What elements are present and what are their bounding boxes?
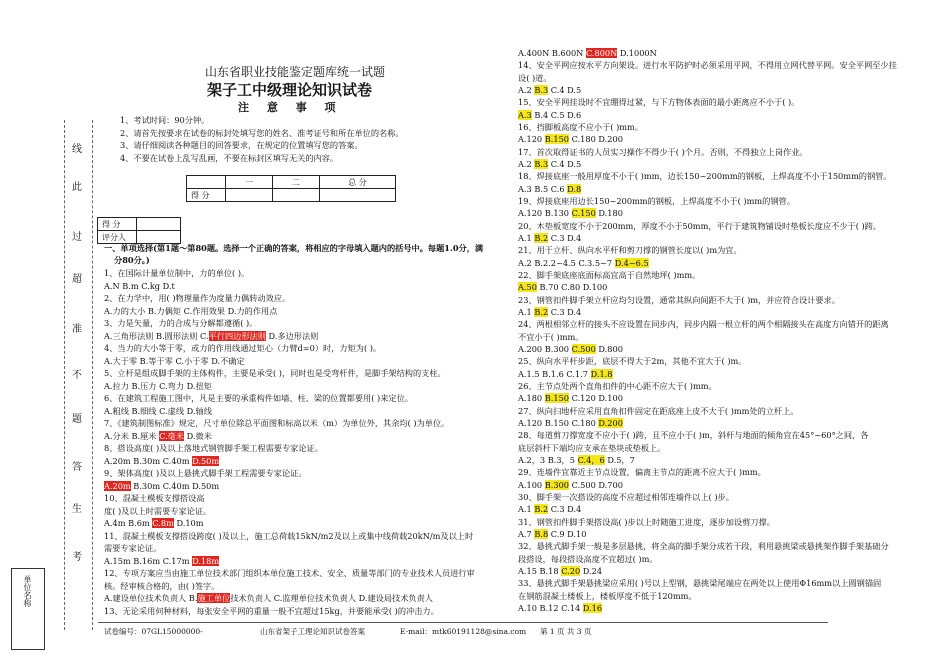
answer-highlight: D.18m [192, 555, 220, 566]
answer-highlight: C.8m [152, 518, 174, 528]
question-text: 16、挡脚板高度不应小于( )mm。 [518, 121, 643, 132]
notice-heading: 注 意 事 项 [238, 101, 336, 114]
answer-highlight: C.20 [561, 565, 581, 576]
grader-table [97, 217, 181, 244]
question-text: 21、用于立杆、纵向水平杆和剪刀撑的钢管长度以( )m为宜。 [518, 245, 742, 256]
question-text: B.30m C.40m D.50m [130, 480, 220, 491]
answer-highlight: B.2 [534, 306, 549, 317]
left-q-line [104, 606, 439, 616]
left-q-line [104, 531, 473, 541]
left-q-line [104, 493, 204, 503]
section-instructions: 一、单项选择(第1题～第80题。选择一个正确的答案，将相应的字母填入题内的括号中。每题1.0分，满 [104, 243, 484, 253]
answer-highlight: D.8 [567, 183, 582, 194]
footer-rule [98, 622, 828, 623]
score-row-label: 得 分 [187, 189, 226, 202]
question-text: A.粗线 B.细线 C.虚线 D.轴线 [104, 405, 212, 416]
right-q-line [518, 591, 697, 601]
question-text: 5、立杆是组成脚手架的主体构件，主要是承受( )，同时也是受弯杆件，是脚手架结构的支柱。 [104, 368, 446, 378]
answer-highlight: B.2 [534, 504, 549, 515]
left-q-line [104, 518, 204, 528]
unit-name-label: 单位名称 [23, 575, 32, 607]
question-text: 度( )及以上时需要专家论证。 [104, 505, 212, 516]
binding-side-char: 不 [72, 370, 82, 381]
section-instructions-cont: 分80分。) [114, 255, 150, 265]
answer-highlight: B.150 [544, 393, 569, 404]
left-q-line [104, 368, 446, 378]
binding-line [92, 120, 93, 630]
binding-side-char: 线 [72, 144, 82, 155]
answer-highlight: B.3 [534, 84, 549, 95]
question-text: 25、纵向水平杆步距，底层不得大于2m，其他不宜大于( )m。 [518, 356, 747, 367]
right-q-line [518, 110, 581, 120]
grader-name-label: 评分人 [98, 231, 137, 244]
answer-highlight: D.16 [582, 602, 603, 613]
question-text: C.180 D.200 [569, 134, 623, 145]
question-text: C.120 D.100 [569, 393, 623, 404]
question-text: 1、在国际计量单位制中，力的单位( )。 [104, 268, 250, 278]
left-q-line [104, 593, 433, 603]
paper-title: 架子工中级理论知识试卷 [207, 81, 373, 99]
grader-score-label: 得 分 [98, 218, 137, 231]
question-text: C.500 D.700 [569, 479, 623, 490]
exam-title: 山东省职业技能鉴定题库统一试题 [205, 65, 386, 79]
question-text: C.3 D.4 [548, 306, 582, 317]
question-text: 4、当力的大小等于零，或力的作用线通过矩心（力臂d=0）时，力矩为( )。 [104, 343, 382, 353]
question-text: A.2 [518, 84, 535, 95]
right-q-line [518, 270, 700, 280]
question-text: A.20m B.30m C.40m [104, 455, 193, 466]
footer-code: 试卷编号：07GL15000000- [104, 627, 203, 636]
question-text: 23、钢管扣件脚手架立杆应均匀设置，通常其纵向间距不大于( )m，并应符合设计要求。 [518, 294, 840, 305]
answer-highlight: D.50m [192, 455, 220, 466]
question-text: 14、安全平网应按水平方向架设。进行水平防护时必须采用平网，不得用立网代替平网。安全平网至少挂 [518, 60, 897, 71]
question-text: 底层斜杆下端均应支承在垫块或垫板上。 [518, 442, 666, 453]
notice-item: 4、不要在试卷上乱写乱画，不要在标封区填写无关的内容。 [120, 152, 339, 163]
right-q-line [518, 319, 889, 329]
question-text: 22、脚手架底座底面标高宜高于自然地坪( )mm。 [518, 269, 701, 280]
left-q-line [104, 556, 219, 566]
question-text: A.4m B.6m [104, 518, 153, 528]
question-text: 27、纵向扫地杆应采用直角扣件固定在距底座上皮不大于( )mm处的立杆上。 [518, 405, 799, 416]
left-q-line [104, 431, 212, 441]
right-q-line [518, 480, 623, 490]
left-q-line [104, 506, 211, 516]
question-text: A.1 [518, 306, 535, 317]
question-text: 2、在力学中，用( )物理量作为度量力偶转动效应。 [104, 293, 291, 303]
question-text: 18、焊接底座一般用厚度不小于( )mm，边长150~200mm的钢板，上焊高度不小于150mm的钢管。 [518, 171, 892, 182]
question-text: 31、钢管扣件脚手架搭设高( )步以上时随施工进度，逐步加设剪刀撑。 [518, 516, 775, 527]
question-text: C.3 D.4 [548, 504, 582, 515]
question-text: A.N B.m C.kg D.t [104, 280, 175, 291]
question-text: 9、架体高度( )及以上悬挑式脚手架工程需要专家论证。 [104, 468, 307, 478]
binding-side-char: 此 [72, 182, 82, 193]
notice-item: 2、请首先按要求在试卷的标封处填写您的姓名、准考证号和所在单位的名称。 [120, 127, 404, 138]
answer-highlight: C.800N [585, 48, 618, 58]
question-text: A.400N B.600N [518, 48, 586, 58]
question-text: A.100 [518, 479, 545, 490]
question-text: A.3 B.5 C.6 [518, 183, 568, 194]
left-q-line [104, 268, 249, 278]
question-text: B.70 C.80 D.100 [536, 282, 608, 293]
question-text: A.10 B.12 C.14 [518, 602, 583, 613]
left-q-line [104, 543, 161, 553]
question-text: 设( )道。 [518, 72, 552, 83]
question-text: A.120 [518, 134, 545, 145]
question-text: 33、悬挑式脚手架悬挑梁应采用( )号以上型钢，悬挑梁尾端应在两处以上使用Φ16mm以上圆钢锚固 [518, 578, 882, 589]
question-text: D.180 [595, 208, 623, 219]
question-text: 12、专项方案应当由施工单位技术部门组织本单位施工技术、安全、质量等部门的专业技术人员进行审 [104, 568, 475, 578]
question-text: A.力的大小 B.力偶矩 C.作用效果 D.力的作用点 [104, 305, 278, 316]
answer-highlight: C.150 [571, 208, 596, 219]
question-text: 26、主节点处两个直角扣件的中心距不应大于( )mm。 [518, 380, 717, 391]
right-q-line [518, 97, 799, 107]
answer-highlight: A.20m [104, 480, 131, 491]
footer-email: E-mail：mtk60191128@sina.com [400, 627, 527, 636]
question-text: 7、《建筑制图标准》规定，尺寸单位除总平面图和标高以米（m）为单位外，其余均( )为单位。 [104, 418, 450, 428]
right-q-line [518, 233, 581, 243]
right-q-line [518, 73, 552, 83]
score-table [186, 175, 396, 202]
score-col-2: 二 [272, 176, 319, 189]
right-q-line [518, 48, 657, 58]
notice-item: 3、请仔细阅读各种题目的回答要求，在规定的位置填写您的答案。 [120, 140, 363, 150]
answer-highlight: B.2 [534, 232, 549, 243]
question-text: 28、每道剪刀撑宽度不应小于( )跨，且不应小于( )m，斜杆与地面的倾角宜在45°~60°之间，各 [518, 430, 869, 441]
question-text: A.1 [518, 232, 535, 243]
question-text: D.多边形法则 [265, 330, 319, 341]
right-q-line [518, 467, 766, 477]
footer-page: 第 1 页 共 3 页 [540, 627, 592, 636]
question-text: 不宜小于( )mm。 [518, 331, 584, 342]
answer-highlight: D.1.8 [590, 368, 613, 379]
left-q-line [104, 306, 277, 316]
answer-highlight: D.4~6.5 [614, 257, 649, 268]
answer-highlight: A.50 [518, 282, 537, 293]
answer-highlight: B.8 [534, 528, 549, 539]
question-text: 技术负责人 C.监理单位技术负责人 D.建设局技术负责人 [230, 593, 433, 603]
left-q-line [104, 581, 219, 591]
answer-highlight: B.3 [534, 158, 549, 169]
footer-paper-name: 山东省架子工理论知识试卷答案 [260, 627, 365, 636]
right-q-line [518, 159, 581, 169]
unit-name-box [11, 568, 45, 650]
right-q-line [518, 184, 581, 194]
question-text: A.建设单位技术负责人 B. [104, 593, 198, 603]
question-text: A.200 B.300 [518, 343, 572, 354]
right-q-line [518, 245, 742, 255]
right-q-line [518, 171, 892, 181]
question-text: A.三角形法则 B.圆形法则 C. [104, 330, 209, 341]
question-text: A.1 [518, 504, 535, 515]
right-q-line [518, 356, 746, 366]
question-text: 15、安全平网挂设时不宜绷得过紧，与下方物体表面的最小距离应不小于( )。 [518, 97, 800, 108]
left-q-line [104, 356, 245, 366]
binding-side-char: 考 [72, 552, 82, 563]
right-q-line [518, 443, 665, 453]
right-q-line [518, 60, 897, 70]
question-text: A.15 B.18 [518, 565, 562, 576]
right-q-line [518, 332, 583, 342]
left-q-line [104, 568, 475, 578]
answer-highlight: C.4，6 [577, 454, 605, 465]
left-q-line [104, 331, 318, 341]
answer-highlight: D.200 [598, 417, 623, 428]
left-q-line [104, 293, 290, 303]
right-q-line [518, 381, 717, 391]
right-q-line [518, 295, 840, 305]
question-text: A.7 [518, 528, 535, 539]
question-text: 11、混凝土模板支撑搭设跨度( )及以上，施工总荷载15kN/m2及以上或集中线荷载20kN/m及以上时 [104, 530, 474, 541]
right-q-line [518, 529, 586, 539]
answer-highlight: B.300 [544, 479, 569, 490]
right-q-line [518, 578, 881, 588]
question-text: 19、焊接底座用边长150~200mm的钢板，上焊高度不小于( )mm的钢管。 [518, 195, 795, 206]
question-text: A.2 B.2.2~4.5 C.3.5~7 [518, 257, 615, 268]
score-cell[interactable] [319, 189, 395, 202]
question-text: D.24 [580, 565, 603, 576]
left-q-line [104, 343, 381, 353]
right-q-line [518, 258, 649, 268]
answer-highlight: C.毫米 [159, 430, 185, 441]
question-text: 30、脚手架一次搭设的高度不应超过相邻连墙件以上( )步。 [518, 491, 734, 502]
right-q-line [518, 554, 658, 564]
question-text: C.3 D.4 [548, 232, 582, 243]
left-q-line [104, 443, 323, 453]
question-text: 需要专家论证。 [104, 543, 162, 553]
right-q-line [518, 566, 602, 576]
question-text: A.拉力 B.压力 C.弯力 D.扭矩 [104, 380, 212, 391]
question-text: 24、两根相邻立杆的接头不应设置在同步内，同步内隔一根立杆的两个相隔接头在高度方向错开的距离 [518, 319, 889, 330]
answer-highlight: 平行四边形法则 [208, 330, 266, 341]
score-col-total: 总 分 [319, 176, 395, 189]
left-q-line [104, 468, 307, 478]
binding-side-char: 题 [72, 414, 82, 425]
question-text: 段搭设，每段搭设高度不宜超过( )m。 [518, 553, 658, 564]
question-text: C.4 D.5 [548, 158, 582, 169]
left-q-line [104, 281, 175, 291]
score-cell[interactable] [226, 189, 273, 202]
right-q-line [518, 541, 889, 551]
question-text: 在钢筋混凝土楼板上，楼板厚度不低于120mm。 [518, 590, 697, 601]
left-q-line [104, 318, 257, 328]
binding-side-char: 答 [72, 462, 82, 473]
question-text: A.2 [518, 158, 535, 169]
right-q-line [518, 492, 734, 502]
binding-side-char: 过 [72, 232, 82, 243]
question-text: 核。经审核合格的，由( )签字。 [104, 580, 220, 591]
right-q-line [518, 603, 602, 613]
question-text: A.2，3 B.3，5 [518, 454, 578, 465]
right-q-line [518, 418, 623, 428]
left-q-line [104, 418, 449, 428]
right-q-line [518, 147, 808, 157]
right-q-line [518, 208, 623, 218]
question-text: 3、力是矢量，力的合成与分解都遵循( )。 [104, 318, 258, 328]
question-text: A.120 B.130 [518, 208, 572, 219]
right-q-line [518, 369, 613, 379]
question-text: A.15m B.16m C.17m [104, 555, 193, 566]
left-q-line [104, 381, 212, 391]
right-q-line [518, 196, 795, 206]
question-text: 6、在建筑工程施工图中，凡是主要的承重构件如墙、柱、梁的位置都要用( )来定位。 [104, 393, 413, 403]
right-q-line [518, 282, 607, 292]
question-text: A.180 [518, 393, 545, 404]
answer-highlight: B.150 [544, 134, 569, 145]
question-text: C.9 D.10 [548, 528, 587, 539]
right-q-line [518, 221, 881, 231]
question-text: A.1.5 B.1.6 C.1.7 [518, 368, 591, 379]
question-text: D.微米 [184, 430, 212, 441]
right-q-line [518, 307, 581, 317]
right-q-line [518, 517, 775, 527]
right-q-line [518, 406, 799, 416]
right-q-line [518, 134, 623, 144]
answer-highlight: C.500 [571, 343, 596, 354]
question-text: 32、悬挑式脚手架一般是多层悬挑，将全高的脚手架分成若干段，利用悬挑梁或悬挑架作脚手架基础分 [518, 541, 889, 552]
question-text: 29、连墙件宜靠近主节点设置，偏离主节点的距离不应大于( )mm。 [518, 467, 766, 478]
notice-item: 1、考试时间：90分钟。 [120, 115, 210, 125]
right-q-line [518, 455, 635, 465]
left-q-line [104, 481, 219, 491]
binding-side-char: 生 [72, 504, 82, 515]
question-text: 20、木垫板宽度不小于200mm，厚度不小于50mm，平行于建筑物铺设时垫板长度应不少于( )跨。 [518, 220, 882, 231]
question-text: 10、混凝土模板支撑搭设高 [104, 493, 205, 503]
question-text: A.大于零 B.等于零 C.小于零 D.不确定 [104, 355, 245, 366]
right-q-line [518, 393, 623, 403]
right-q-line [518, 122, 643, 132]
answer-highlight: A.3 [518, 109, 532, 120]
left-q-line [104, 406, 212, 416]
question-text: D.1000N [617, 48, 657, 58]
score-cell[interactable] [272, 189, 319, 202]
question-text: A.分米 B.厘米 [104, 430, 160, 441]
left-q-line [104, 456, 219, 466]
question-text: 8、搭设高度( )及以上落地式钢管脚手架工程需要专家论证。 [104, 443, 323, 453]
question-text: D.800 [595, 343, 623, 354]
binding-side-char: 准 [72, 324, 82, 335]
question-text: A.120 B.150 C.180 [518, 417, 599, 428]
answer-highlight: 施工单位 [197, 593, 231, 603]
question-text: D.5，7 [604, 454, 635, 465]
question-text: B.4 C.5 D.6 [531, 109, 582, 120]
question-text: D.10m [173, 518, 204, 528]
right-q-line [518, 85, 581, 95]
right-q-line [518, 430, 868, 440]
binding-line [64, 120, 65, 630]
binding-side-char: 超 [72, 274, 82, 285]
grader-name-cell[interactable] [137, 231, 181, 244]
question-text: 17、首次取得证书的人员实习操作不得少于( )个月。否则，不得独立上岗作业。 [518, 146, 808, 157]
score-col-1: 一 [226, 176, 273, 189]
question-text: 13、无论采用何种材料，每张安全平网的重量一般不宜超过15kg，并要能承受( )的冲击力。 [104, 605, 439, 616]
left-q-line [104, 393, 413, 403]
question-text: C.4 D.5 [548, 84, 582, 95]
right-q-line [518, 504, 581, 514]
grader-score-cell[interactable] [137, 218, 181, 231]
right-q-line [518, 344, 623, 354]
